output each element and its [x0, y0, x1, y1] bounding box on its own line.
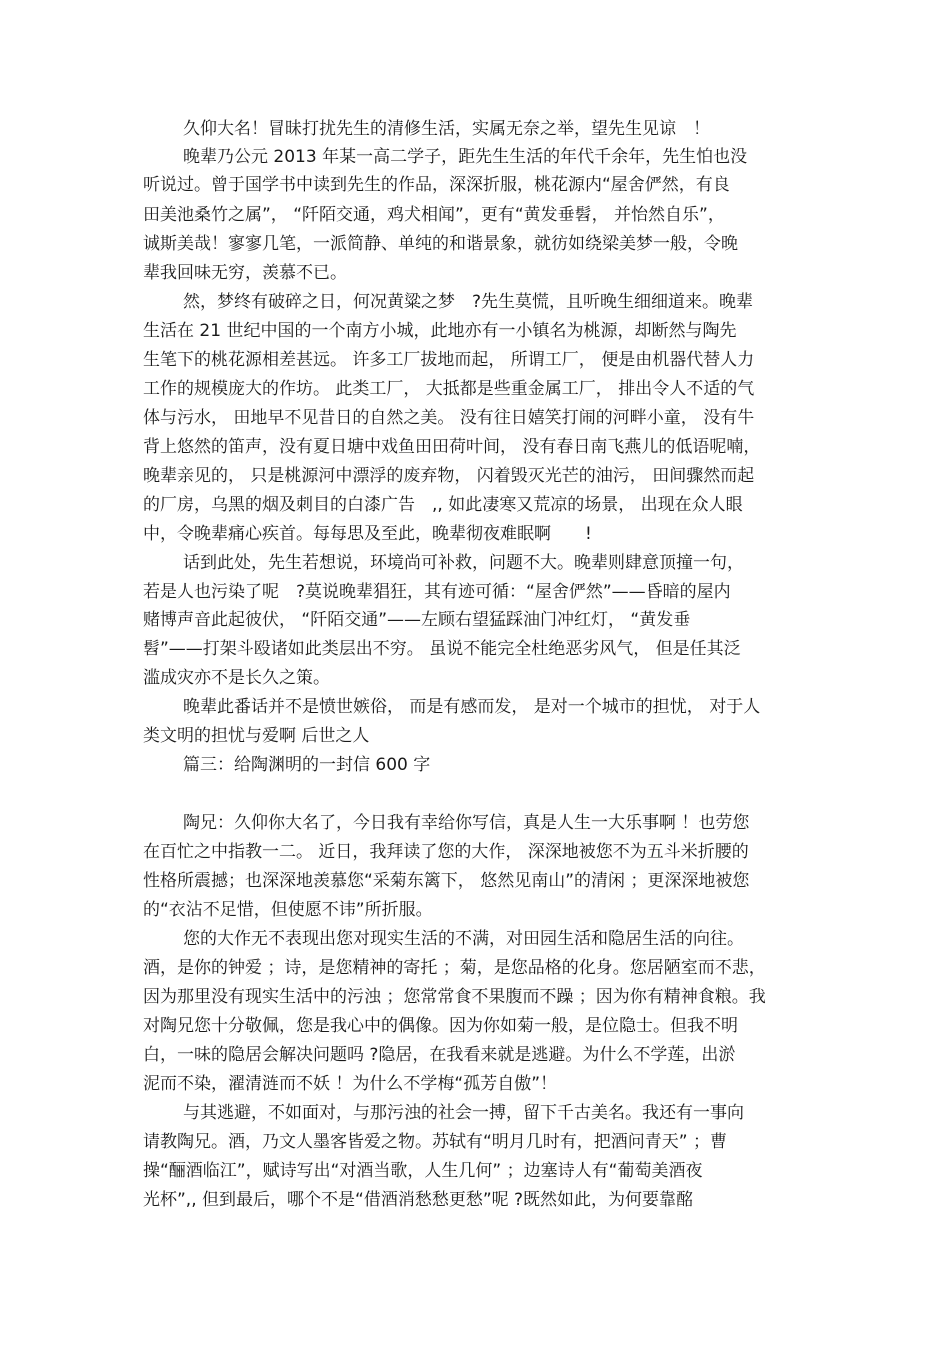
body-text-line: 滥成灾亦不是长久之策。 [143, 668, 330, 688]
body-text-line: 田美池桑竹之属”， “阡陌交通，鸡犬相闻”，更有“黄发垂髫， 并怡然自乐”， [143, 205, 725, 225]
body-text-line: 晚辈此番话并不是愤世嫉俗， 而是有感而发， 是对一个城市的担忧， 对于人 [183, 697, 761, 717]
body-text-line: 髫”——打架斗殴诸如此类层出不穷。 虽说不能完全杜绝恶劣风气， 但是任其泛 [143, 639, 741, 659]
body-text-line: 操“酾酒临江”，赋诗写出“对酒当歌，人生几何” ；边塞诗人有“葡萄美酒夜 [143, 1161, 703, 1181]
body-text-line: 话到此处，先生若想说，环境尚可补救，问题不大。晚辈则肆意顶撞一句， [183, 553, 744, 573]
body-text-line: 久仰大名！冒昧打扰先生的清修生活，实属无奈之举，望先生见谅 ！ [183, 119, 710, 139]
body-text-line: 您的大作无不表现出您对现实生活的不满，对田园生活和隐居生活的向往。 [183, 929, 744, 949]
body-text-line: 与其逃避，不如面对，与那污浊的社会一搏，留下千古美名。我还有一事向 [183, 1103, 744, 1123]
body-text-line: 听说过。曾于国学书中读到先生的作品，深深折服，桃花源内“屋舍俨然，有良 [143, 175, 730, 195]
body-text-line: 中，令晚辈痛心疾首。每每思及至此，晚辈彻夜难眠啊 ! [143, 524, 592, 544]
body-text-line: 请教陶兄。酒，乃文人墨客皆爱之物。苏轼有“明月几时有，把酒问青天” ；曹 [143, 1132, 728, 1152]
body-text-line: 的厂房，乌黑的烟及刺目的白漆广告 ,, 如此凄寒又荒凉的场景， 出现在众人眼 [143, 495, 743, 515]
body-text-line: 体与污水， 田地早不见昔日的自然之美。 没有往日嬉笑打闹的河畔小童， 没有牛 [143, 408, 755, 428]
body-text-line: 的“衣沾不足惜，但使愿不讳”所折服。 [143, 900, 433, 920]
body-text-line: 背上悠然的笛声，没有夏日塘中戏鱼田田荷叶间， 没有春日南飞燕儿的低语呢喃， [143, 437, 761, 457]
body-text-line: 诚斯美哉！寥寥几笔，一派简静、单纯的和谐景象，就彷如绕梁美梦一般，令晚 [143, 234, 738, 254]
section-heading: 篇三：给陶渊明的一封信 600 字 [183, 755, 431, 775]
body-text-line: 对陶兄您十分敬佩，您是我心中的偶像。因为你如菊一般，是位隐士。但我不明 [143, 1016, 738, 1036]
body-text-line: 生活在 21 世纪中国的一个南方小城，此地亦有一小镇名为桃源，却断然与陶先 [143, 321, 737, 341]
body-text-line: 陶兄：久仰你大名了，今日我有幸给你写信，真是人生一大乐事啊 ！也劳您 [183, 813, 750, 833]
body-text-line: 辈我回味无穷，羡慕不已。 [143, 263, 347, 283]
body-text-line: 白，一味的隐居会解决问题吗 ?隐居，在我看来就是逃避。为什么不学莲，出淤 [143, 1045, 736, 1065]
body-text-line: 因为那里没有现实生活中的污浊 ；您常常食不果腹而不躁 ；因为你有精神食粮。我 [143, 987, 766, 1007]
body-text-line: 然，梦终有破碎之日，何况黄粱之梦 ?先生莫慌，且听晚生细细道来。晚辈 [183, 292, 754, 312]
body-text-line: 泥而不染，濯清涟而不妖 ！为什么不学梅“孤芳自傲”！ [143, 1074, 558, 1094]
body-text-line: 光杯”,, 但到最后，哪个不是“借酒消愁愁更愁”呢 ?既然如此，为何要靠酩 [143, 1190, 694, 1210]
body-text-line: 性格所震撼；也深深地羡慕您“采菊东篱下， 悠然见南山”的清闲 ；更深深地被您 [143, 871, 750, 891]
body-text-line: 生笔下的桃花源相差甚远。 许多工厂拔地而起， 所谓工厂， 便是由机器代替人力 [143, 350, 755, 370]
body-text-line: 酒，是你的钟爱 ；诗，是您精神的寄托 ；菊，是您品格的化身。您居陋室而不悲， [143, 958, 766, 978]
body-text-line: 类文明的担忧与爱啊 后世之人 [143, 726, 370, 746]
body-text-line: 在百忙之中指教一二。 近日，我拜读了您的大作， 深深地被您不为五斗米折腰的 [143, 842, 749, 862]
body-text-line: 工作的规模庞大的作坊。 此类工厂， 大抵都是些重金属工厂， 排出令人不适的气 [143, 379, 755, 399]
body-text-line: 若是人也污染了呢 ?莫说晚辈猖狂，其有迹可循：“屋舍俨然”——昏暗的屋内 [143, 582, 731, 602]
body-text-line: 晚辈乃公元 2013 年某一高二学子，距先生生活的年代千余年，先生怕也没 [183, 147, 748, 167]
body-text-line: 晚辈亲见的， 只是桃源河中漂浮的废弃物， 闪着毁灭光芒的油污， 田间骤然而起 [143, 466, 755, 486]
body-text-line: 赌博声音此起彼伏， “阡陌交通”——左顾右望猛踩油门冲红灯， “黄发垂 [143, 610, 691, 630]
